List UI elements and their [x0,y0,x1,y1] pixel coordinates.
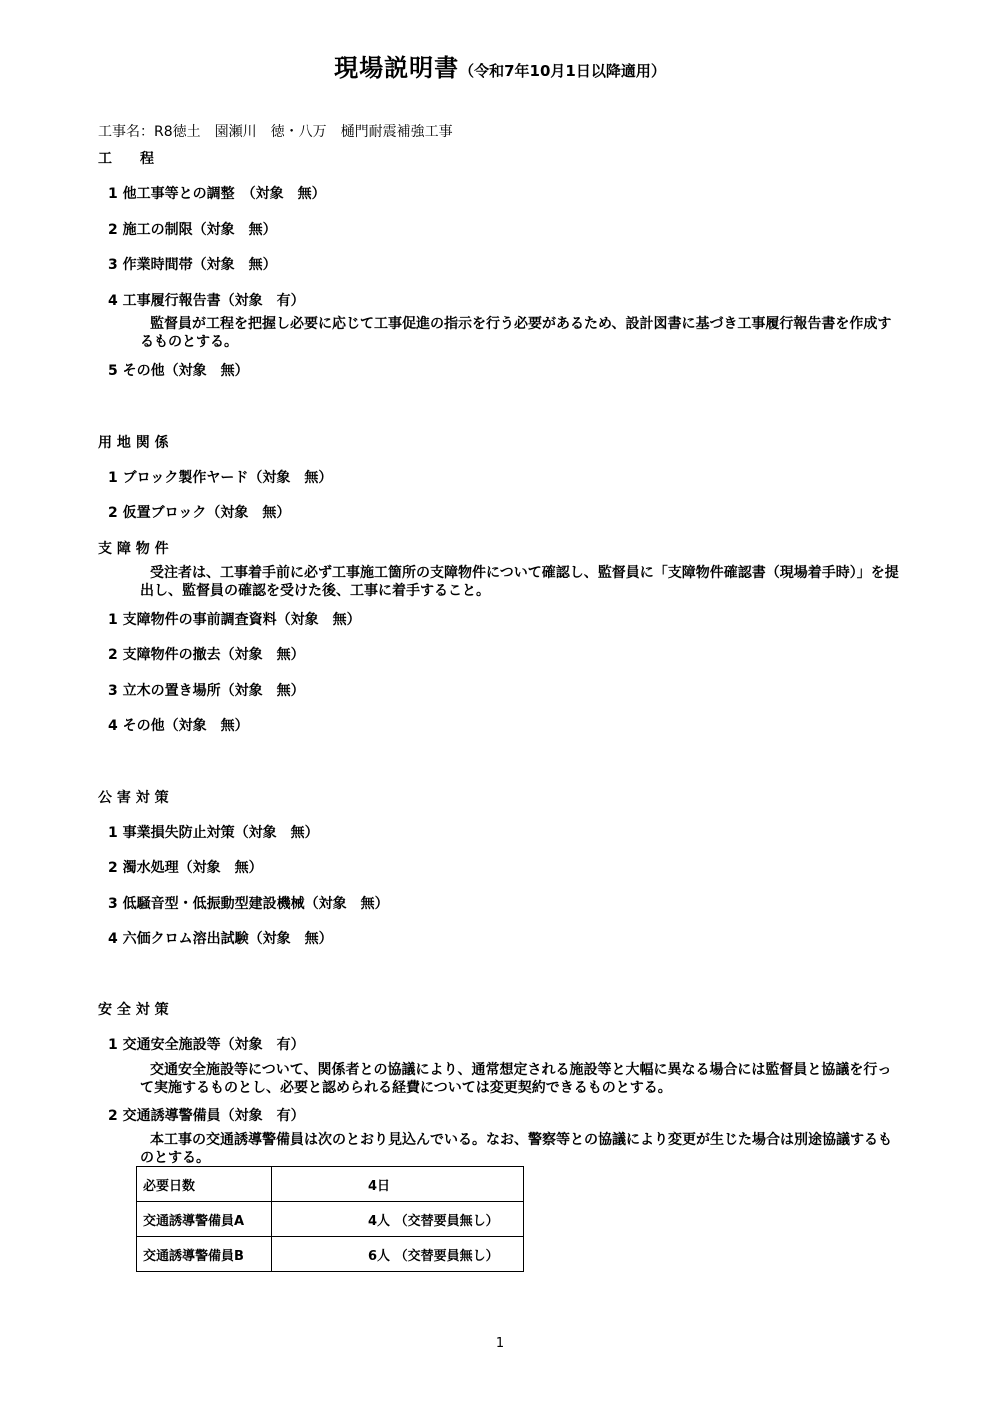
table-row [137,1202,524,1237]
safety-item-1: 1 交通安全施設等（対象 有） [108,1037,305,1053]
title-main: 現場説明書 [334,54,460,82]
table-cell-value: 6人 （交替要員無し） [272,1237,524,1272]
page-number: 1 [495,1336,505,1351]
section-heading-safety: 安 全 対 策 [98,1002,169,1018]
table-cell-label: 交通誘導警備員B [137,1237,272,1272]
schedule-item-2: 2 施工の制限（対象 無） [108,222,277,238]
table-row [137,1167,524,1202]
pollution-item-3: 3 低騒音型・低振動型建設機械（対象 無） [108,896,389,912]
obstacles-item-1: 1 支障物件の事前調査資料（対象 無） [108,612,361,628]
land-item-1: 1 ブロック製作ヤード（対象 無） [108,470,333,486]
schedule-item-5: 5 その他（対象 無） [108,363,249,379]
table-row [137,1237,524,1272]
pollution-item-2: 2 濁水処理（対象 無） [108,860,263,876]
schedule-item-3: 3 作業時間帯（対象 無） [108,257,277,273]
project-name: 工事名：R8徳土 園瀬川 徳・八万 樋門耐震補強工事 [98,124,453,140]
pollution-item-4: 4 六価クロム溶出試験（対象 無） [108,931,333,947]
safety-item-2: 2 交通誘導警備員（対象 有） [108,1108,305,1124]
table-cell-label: 交通誘導警備員A [137,1202,272,1237]
document-title [0,48,1000,83]
obstacles-item-3: 3 立木の置き場所（対象 無） [108,683,305,699]
table-cell-value: 4人 （交替要員無し） [272,1202,524,1237]
title-sub: （令和7年10月1日以降適用） [459,62,666,80]
section-heading-schedule: 工 程 [98,151,154,167]
table-cell-label: 必要日数 [137,1167,272,1202]
section-heading-land: 用 地 関 係 [98,435,169,451]
table-cell-value: 4日 [272,1167,524,1202]
obstacles-note: 受注者は、工事着手前に必ず工事施工箇所の支障物件について確認し、監督員に「支障物件確認書（現場着手時）」を提出し、監督員の確認を受けた後、工事に着手すること。 [140,565,899,599]
pollution-item-1: 1 事業損失防止対策（対象 無） [108,825,319,841]
land-item-2: 2 仮置ブロック（対象 無） [108,505,291,521]
section-heading-pollution: 公 害 対 策 [98,790,169,806]
obstacles-item-4: 4 その他（対象 無） [108,718,249,734]
safety-item-1-note: 交通安全施設等について、関係者との協議により、通常想定される施設等と大幅に異なる場合には監督員と協議を行って実施するものとし、必要と認められる経費については変更契約できるものとする。 [140,1062,892,1096]
schedule-item-4-note: 監督員が工程を把握し必要に応じて工事促進の指示を行う必要があるため、設計図書に基づき工事履行報告書を作成するものとする。 [140,316,892,350]
schedule-item-4: 4 工事履行報告書（対象 有） [108,293,305,309]
safety-item-2-note: 本工事の交通誘導警備員は次のとおり見込んでいる。なお、警察等との協議により変更が生じた場合は別途協議するものとする。 [140,1132,892,1166]
traffic-guard-table [136,1166,524,1272]
obstacles-item-2: 2 支障物件の撤去（対象 無） [108,647,305,663]
section-heading-obstacles: 支 障 物 件 [98,541,169,557]
schedule-item-1: 1 他工事等との調整 （対象 無） [108,186,326,202]
